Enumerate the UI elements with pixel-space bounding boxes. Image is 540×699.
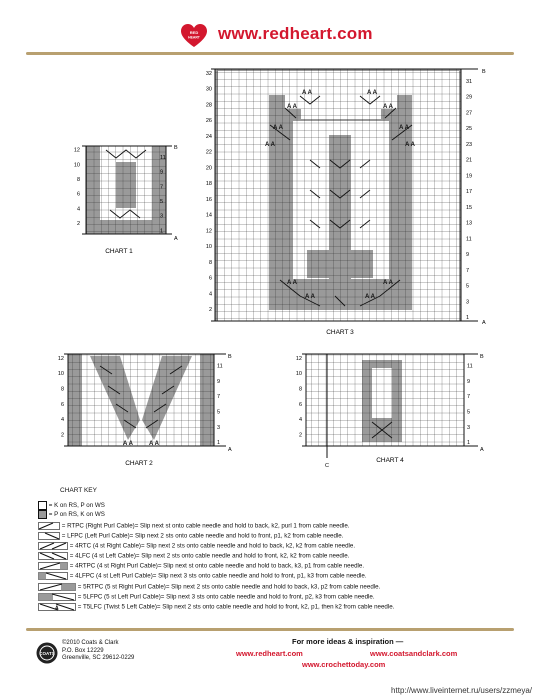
footer-links bbox=[236, 637, 526, 677]
footer-address bbox=[36, 640, 236, 680]
chart3-row-label: 31 bbox=[466, 78, 473, 85]
chart4-edge-c: C bbox=[325, 463, 329, 469]
svg-text:A: A bbox=[55, 605, 59, 611]
key-row-4rtc: = 4RTC (4 st Right Cable)= Slip next 2 sts onto cable needle and hold to back, k2, k2 from cable needle. bbox=[38, 542, 355, 550]
chart2-row-label: 8 bbox=[60, 386, 64, 393]
chart-3 bbox=[206, 69, 486, 336]
chart4-row-label: 9 bbox=[467, 378, 471, 385]
chart3-row-label: 17 bbox=[466, 189, 473, 196]
chart3-row-label: 4 bbox=[208, 291, 212, 298]
chart3-row-label: 12 bbox=[205, 228, 212, 235]
watermark-url: http://www.liveinternet.ru/users/zzmeya/ bbox=[391, 686, 532, 695]
key-row-4lfpc: = 4LFPC (4 st Left Purl Cable)= Slip next 3 sts onto cable needle and hold to front, p1, k3 from cable needle. bbox=[38, 572, 367, 580]
chart2-name: CHART 2 bbox=[125, 460, 153, 467]
chart3-row-label: 22 bbox=[205, 149, 212, 156]
chart2-row-label: 5 bbox=[217, 409, 221, 416]
key-row-knit: = K on RS, P on WS bbox=[38, 501, 105, 510]
chart-key-title: CHART KEY bbox=[60, 487, 97, 494]
chart2-edge-a: A bbox=[228, 447, 232, 453]
link-crochettoday[interactable]: www.crochettoday.com bbox=[302, 660, 386, 669]
chart3-edge-a: A bbox=[482, 320, 486, 326]
chart3-row-label: 27 bbox=[466, 110, 473, 117]
chart3-row-label: 29 bbox=[466, 94, 473, 101]
svg-text:RED: RED bbox=[189, 30, 199, 35]
key-row-5rtpc: = 5RTPC (5 st Right Purl Cable)= Slip next 2 sts onto cable needle and hold to back, k3, p2 from cable needle. bbox=[38, 583, 380, 591]
chart4-row-label: 4 bbox=[298, 417, 302, 424]
chart3-row-label: 18 bbox=[205, 181, 212, 188]
key-row-4rtpc: = 4RTPC (4 st Right Purl Cable)= Slip next st onto cable needle and hold to back, k3, p1 from cable needle. bbox=[38, 562, 364, 570]
chart2-row-label: 7 bbox=[217, 394, 221, 401]
chart1-row-label: 3 bbox=[160, 213, 164, 220]
key-row-rtpc: = RTPC (Right Purl Cable)= Slip next st onto cable needle and hold to back, k2, purl 1 from cable needle. bbox=[38, 522, 350, 530]
gray-box-icon bbox=[38, 510, 47, 519]
chart3-row-label: 15 bbox=[466, 204, 473, 211]
footer-city: Greenville, SC 29612-0229 bbox=[62, 655, 135, 661]
chart1-row-label: 10 bbox=[73, 162, 80, 169]
chart2-row-label: 9 bbox=[217, 378, 221, 385]
4lfc-symbol-icon bbox=[38, 552, 68, 560]
chart3-row-label: 14 bbox=[205, 212, 212, 219]
chart3-edge-b: B bbox=[482, 69, 486, 75]
chart1-name: CHART 1 bbox=[105, 248, 133, 255]
chart4-row-label: 2 bbox=[298, 432, 302, 439]
chart1-edge-a: A bbox=[174, 236, 178, 242]
chart-key bbox=[38, 487, 518, 617]
chart3-row-label: 1 bbox=[466, 315, 470, 322]
chart3-row-label: 5 bbox=[466, 283, 470, 290]
chart3-row-label: 13 bbox=[466, 220, 473, 227]
coats-logo bbox=[36, 642, 58, 664]
key-row-5lfpc: = 5LFPC (5 st Left Purl Cable)= Slip next 3 sts onto cable needle and hold to front, p2, k3 from cable needle. bbox=[38, 593, 375, 601]
chart4-row-label: 7 bbox=[467, 394, 471, 401]
key-row-purl: = P on RS, K on WS bbox=[38, 510, 105, 519]
chart1-row-label: 8 bbox=[76, 177, 80, 183]
key-row-lfpc: = LFPC (Left Purl Cable)= Slip next 2 sts onto cable needle and hold to front, p1, k2 from cable needle. bbox=[38, 532, 343, 540]
chart4-row-label: 3 bbox=[467, 424, 471, 431]
chart1-edge-b: B bbox=[174, 145, 178, 151]
chart3-row-label: 25 bbox=[466, 126, 473, 133]
chart1-row-label: 12 bbox=[73, 147, 80, 154]
chart-4 bbox=[296, 354, 484, 469]
chart3-row-label: 21 bbox=[466, 157, 473, 164]
chart3-row-label: 7 bbox=[466, 267, 470, 274]
white-box-icon bbox=[38, 501, 47, 510]
link-coatsandclark[interactable]: www.coatsandclark.com bbox=[370, 649, 458, 658]
chart1-row-label: 4 bbox=[76, 206, 80, 213]
site-url[interactable]: www.redheart.com bbox=[218, 24, 373, 43]
chart-2 bbox=[58, 354, 232, 467]
more-ideas-text: For more ideas & inspiration — bbox=[292, 637, 404, 646]
chart1-row-label: 6 bbox=[76, 191, 80, 198]
chart2-row-label: 1 bbox=[217, 440, 221, 447]
4rtpc-symbol-icon bbox=[38, 562, 68, 570]
chart3-row-label: 23 bbox=[466, 141, 473, 148]
chart1-row-label: 2 bbox=[76, 221, 80, 227]
svg-text:COATS: COATS bbox=[39, 651, 55, 656]
t5lfc-symbol-icon bbox=[38, 603, 76, 611]
chart3-row-label: 32 bbox=[205, 70, 212, 77]
chart3-row-label: 24 bbox=[205, 133, 212, 140]
chart4-edge-a: A bbox=[480, 447, 484, 453]
chart3-row-label: 2 bbox=[208, 307, 212, 314]
chart2-row-label: 4 bbox=[60, 417, 64, 424]
chart4-row-label: 10 bbox=[295, 371, 302, 378]
chart2-row-label: 3 bbox=[217, 424, 221, 431]
chart4-row-label: 5 bbox=[467, 409, 471, 416]
key-row-t5lfc: A = T5LFC (Twist 5 Left Cable)= Slip next 2 sts onto cable needle and hold to front, k2, p1, then k2 from cable needle. bbox=[38, 603, 394, 611]
chart4-row-label: 11 bbox=[467, 363, 473, 370]
chart3-row-label: 10 bbox=[205, 244, 212, 251]
chart2-row-label: 2 bbox=[60, 432, 64, 439]
4rtc-symbol-icon bbox=[38, 542, 68, 550]
chart3-row-label: 26 bbox=[205, 118, 212, 125]
chart4-edge-b: B bbox=[480, 354, 484, 360]
footer-copyright: ©2010 Coats & Clark bbox=[62, 640, 119, 646]
chart4-row-label: 1 bbox=[467, 440, 471, 447]
chart4-row-label: 6 bbox=[298, 401, 302, 408]
chart1-row-label: 9 bbox=[160, 169, 164, 176]
chart3-row-label: 20 bbox=[205, 165, 212, 172]
svg-text:HEART: HEART bbox=[188, 35, 200, 40]
chart3-row-label: 8 bbox=[208, 259, 212, 266]
chart3-row-label: 28 bbox=[205, 102, 212, 109]
link-redheart[interactable]: www.redheart.com bbox=[236, 649, 303, 658]
chart4-row-label: 8 bbox=[298, 386, 302, 393]
chart3-row-label: 11 bbox=[466, 236, 472, 243]
footer-po-box: P.O. Box 12229 bbox=[62, 647, 104, 654]
chart2-edge-b: B bbox=[228, 354, 232, 360]
5lfpc-symbol-icon bbox=[38, 593, 76, 601]
chart3-row-label: 3 bbox=[466, 299, 470, 306]
footer-divider bbox=[26, 628, 514, 631]
chart3-row-label: 30 bbox=[205, 86, 212, 93]
chart2-row-label: 6 bbox=[60, 401, 64, 408]
rtpc-symbol-icon bbox=[38, 522, 60, 530]
chart2-row-label: 12 bbox=[57, 355, 64, 362]
chart1-row-label: 5 bbox=[160, 199, 164, 205]
chart2-row-label: 11 bbox=[217, 363, 223, 370]
chart3-row-label: 9 bbox=[466, 252, 470, 259]
chart4-name: CHART 4 bbox=[376, 457, 404, 464]
chart1-row-label: 11 bbox=[160, 155, 166, 161]
chart-1 bbox=[74, 145, 178, 255]
chart3-row-label: 19 bbox=[466, 173, 473, 180]
chart1-row-label: 7 bbox=[160, 184, 164, 191]
chart4-row-label: 12 bbox=[295, 355, 302, 362]
chart2-row-label: 10 bbox=[57, 371, 64, 378]
chart1-row-label: 1 bbox=[160, 228, 164, 235]
key-row-4lfc: = 4LFC (4 st Left Cable)= Slip next 2 sts onto cable needle and hold to front, k2, k2 from cable needle. bbox=[38, 552, 349, 560]
lfpc-symbol-icon bbox=[38, 532, 60, 540]
chart3-row-label: 16 bbox=[205, 196, 212, 203]
4lfpc-symbol-icon bbox=[38, 572, 68, 580]
chart3-name: CHART 3 bbox=[326, 329, 354, 336]
5rtpc-symbol-icon bbox=[38, 583, 76, 591]
chart3-row-label: 6 bbox=[208, 275, 212, 282]
